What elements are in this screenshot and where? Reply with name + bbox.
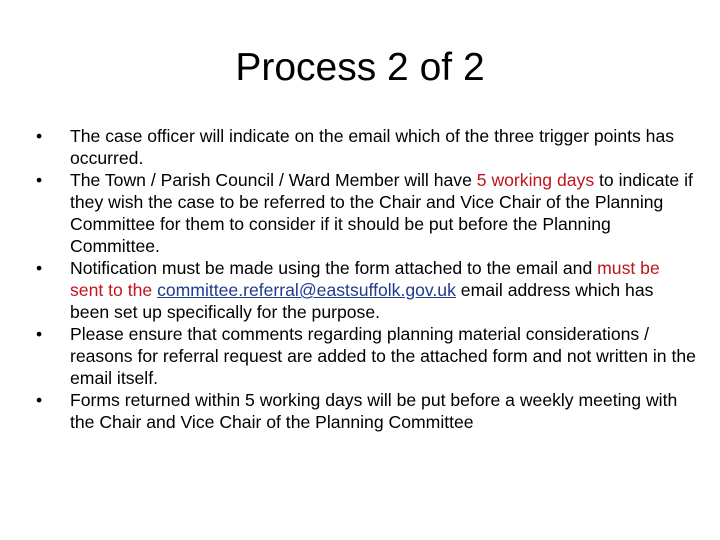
bullet-item [36, 257, 696, 323]
bullet-text: The case officer will indicate on the email which of the three trigger points has occurred. [70, 126, 675, 168]
referral-email-link[interactable]: committee.referral@eastsuffolk.gov.uk [157, 280, 456, 300]
bullet-item [36, 323, 696, 389]
bullet-dot-icon: • [36, 170, 43, 190]
instruction-highlight: must be sent to the [70, 258, 660, 300]
slide-title: Process 2 of 2 [235, 46, 485, 89]
bullet-text: Forms returned within 5 working days will be put before a weekly meeting with the Chair and Vice Chair of the Planning Committee [70, 390, 678, 432]
deadline-highlight: 5 working days [476, 170, 595, 190]
bullet-dot-icon: • [36, 126, 43, 146]
bullet-text: Please ensure that comments regarding planning material considerations / reasons for referral request are added to the attached form and not written in the email itself. [70, 324, 696, 388]
bullet-item [36, 125, 696, 169]
bullet-text: to indicate if they wish the case to be referred to the Chair and Vice Chair of the Planning Committee for them to consider if it should be put before the Planning Committee. [70, 170, 693, 256]
bullet-dot-icon: • [36, 324, 43, 344]
bullet-text: The Town / Parish Council / Ward Member will have [70, 170, 477, 190]
bullet-item [36, 169, 696, 257]
bullet-dot-icon: • [36, 390, 43, 410]
bullet-text: Notification must be made using the form attached to the email and [70, 258, 598, 278]
bullet-list [36, 125, 696, 433]
bullet-dot-icon: • [36, 258, 43, 278]
bullet-text: email address which has been set up specifically for the purpose. [70, 280, 654, 322]
bullet-item [36, 389, 696, 433]
